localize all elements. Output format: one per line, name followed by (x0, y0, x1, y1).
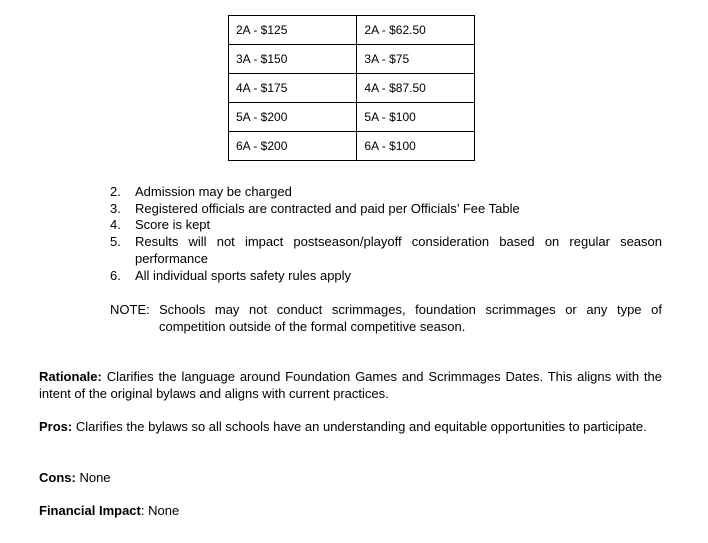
list-item (110, 184, 662, 201)
rationale-paragraph (39, 369, 662, 402)
list-text: Admission may be charged (135, 184, 292, 199)
table-cell: 5A - $100 (357, 103, 475, 132)
list-text: All individual sports safety rules apply (135, 267, 352, 283)
table-cell: 4A - $175 (229, 74, 357, 103)
table-cell: 6A - $200 (229, 132, 357, 161)
fee-table (228, 15, 475, 161)
cons-label: Cons: (39, 470, 76, 485)
list-number: 6. (110, 267, 121, 283)
list-number: 3. (110, 200, 121, 216)
table-cell: 4A - $87.50 (357, 74, 475, 103)
list-item (110, 268, 662, 285)
table-cell: 5A - $200 (229, 103, 357, 132)
list-item (110, 234, 662, 267)
pros-label: Pros: (39, 419, 73, 434)
table-cell: 2A - $125 (229, 16, 357, 45)
rationale-label: Rationale: (39, 369, 102, 384)
table-row (229, 103, 475, 132)
cons-text: None (75, 470, 111, 485)
note-label: NOTE: (110, 302, 150, 317)
list-item (110, 201, 662, 218)
list-number: 4. (110, 217, 121, 233)
table-row (229, 16, 475, 45)
table-cell: 3A - $150 (229, 45, 357, 74)
list-number: 5. (110, 234, 121, 250)
list-text: Score is kept (135, 217, 211, 233)
pros-text: Clarifies the bylaws so all schools have an understanding and equitable opportunities to participate. (72, 419, 647, 434)
note-text: Schools may not conduct scrimmages, foundation scrimmages or any type of competition outside of the formal competitive season. (159, 302, 662, 334)
financial-impact-label: Financial Impact (39, 503, 141, 518)
table-row (229, 132, 475, 161)
numbered-list (110, 184, 662, 284)
list-item (110, 217, 662, 234)
rationale-text: Clarifies the language around Foundation Games and Scrimmages Dates. This aligns with the intent of the original bylaws and aligns with current practices. (39, 369, 662, 401)
list-text: Registered officials are contracted and paid per Officials’ Fee Table (135, 200, 520, 216)
financial-impact-paragraph (39, 503, 662, 520)
table-cell: 3A - $75 (357, 45, 475, 74)
cons-paragraph (39, 470, 662, 487)
table-cell: 6A - $100 (357, 132, 475, 161)
table-cell: 2A - $62.50 (357, 16, 475, 45)
pros-paragraph (39, 419, 662, 436)
list-number: 2. (110, 184, 121, 199)
list-text: Results will not impact postseason/playoff consideration based on regular season performance (135, 234, 662, 266)
table-row (229, 74, 475, 103)
note-block (110, 302, 662, 335)
table-row (229, 45, 475, 74)
financial-impact-text: : None (140, 503, 180, 518)
